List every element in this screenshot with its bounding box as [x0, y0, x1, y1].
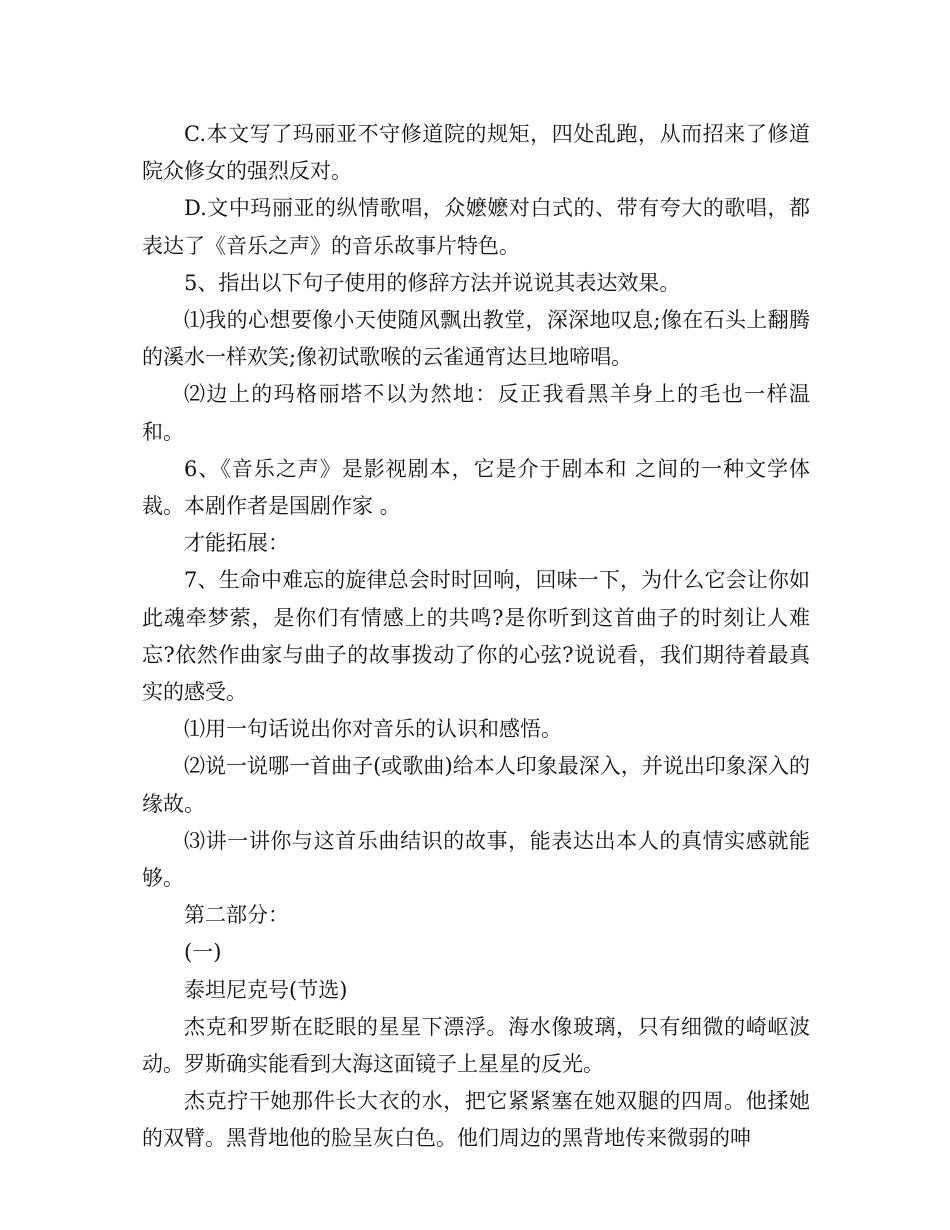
paragraph-option-d: D.文中玛丽亚的纵情歌唱，众嬷嬷对白式的、带有夸大的歌唱，都表达了《音乐之声》的音乐故事片特色。	[142, 196, 810, 258]
paragraph-question-7-item-1: ⑴用一句话说出你对音乐的认识和感悟。	[184, 717, 562, 742]
paragraph-question-5-item-1: ⑴我的心想要像小天使随风飘出教堂，深深地叹息;像在石头上翻腾的溪水一样欢笑;像初试歌喉的云雀通宵达旦地啼唱。	[142, 308, 810, 370]
excerpt-paragraph-1: 杰克和罗斯在眨眼的星星下漂浮。海水像玻璃，只有细微的崎岖波动。罗斯确实能看到大海这面镜子上星星的反光。	[142, 1014, 810, 1077]
paragraph-question-6: 6、《音乐之声》是影视剧本，它是介于剧本和 之间的一种文学体裁。本剧作者是国剧作家 。	[142, 456, 810, 519]
section-heading-extension: 才能拓展：	[184, 531, 289, 556]
paragraph-question-5: 5、指出以下句子使用的修辞方法并说说其表达效果。	[184, 270, 681, 295]
paragraph-option-c: C.本文写了玛丽亚不守修道院的规矩，四处乱跑，从而招来了修道院众修女的强烈反对。	[142, 122, 810, 184]
document-body	[142, 116, 810, 1158]
paragraph-question-7: 7、生命中难忘的旋律总会时时回响，回味一下，为什么它会让你如此魂牵梦萦，是你们有情感上的共鸣?是你听到这首曲子的时刻让人难忘?依然作曲家与曲子的故事拨动了你的心弦?说说看，我们期待着最真实的感受。	[142, 568, 810, 705]
section-heading-part-two: 第二部分：	[184, 903, 289, 928]
paragraph-question-7-item-3: ⑶讲一讲你与这首乐曲结识的故事，能表达出本人的真情实感就能够。	[142, 828, 810, 891]
excerpt-title: 泰坦尼克号(节选)	[184, 977, 348, 1002]
excerpt-paragraph-2: 杰克拧干她那件长大衣的水，把它紧紧塞在她双腿的四周。他揉她的双臂。黑背地他的脸呈灰白色。他们周边的黑背地传来微弱的呻	[142, 1089, 810, 1151]
paragraph-question-5-item-2: ⑵边上的玛格丽塔不以为然地：反正我看黑羊身上的毛也一样温和。	[142, 382, 810, 444]
section-number-one: (一)	[184, 940, 222, 965]
paragraph-question-7-item-2: ⑵说一说哪一首曲子(或歌曲)给本人印象最深入，并说出印象深入的缘故。	[142, 754, 810, 816]
